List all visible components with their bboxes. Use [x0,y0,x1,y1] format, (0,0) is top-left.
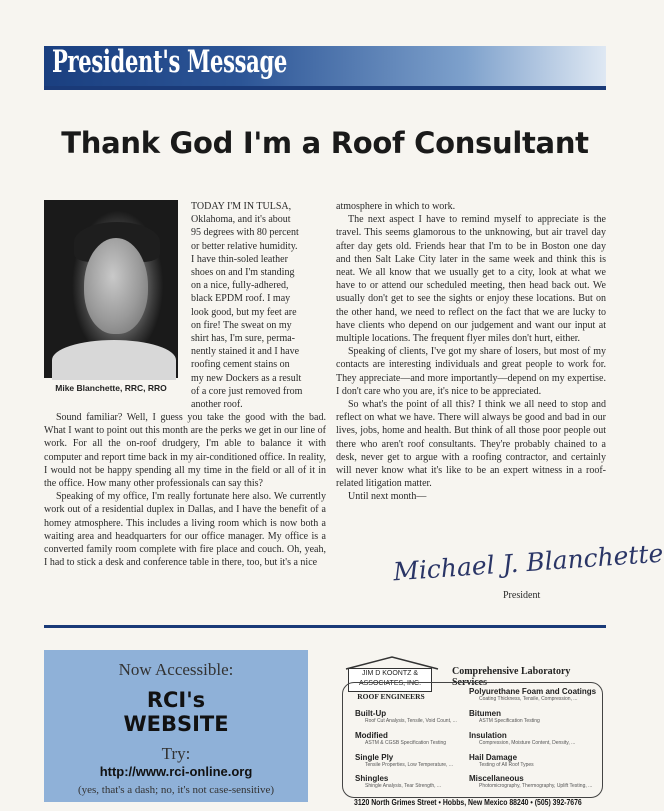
wrap-line: on a nice, fully-adhered, [191,280,289,292]
company-address: 3120 North Grimes Street • Hobbs, New Mexico 88240 • (505) 392-7676 [354,798,582,807]
wrap-line: another roof. [191,399,243,411]
paragraph: The next aspect I have to remind myself to appreciate is the travel. This seems glamorous to the unknowing, but air travel day after day gets old. Friends hear that I'm to be in Boston one day and then Salt Lake City later in the same week and think this is neat. We all know that we usually get to a city, look at what we have to or attend our scheduled meeting, then head back out. We usually don't get to see the sights or enjoy these locations. But on the other hand, we need to reflect on the fact that we are lucky to have clients who depend on our judgement and want our input at multiple locations. The frequent flyer miles don't hurt, either. [336,214,606,345]
wrap-line: or better relative humidity. [191,240,298,252]
ad-heading: Comprehensive Laboratory Services [452,666,571,688]
service-item: Miscellaneous Photomicrography, Thermography, Uplift Testing, ... [469,774,593,789]
paragraph: Speaking of clients, I've got my share of losers, but most of my contacts are interesting individuals and great people to work for. They appreciate—and more importantly—depend on my expertise. I don't care who you are, it's nice to be appreciated. [336,346,606,397]
paragraph: atmosphere in which to work. [336,201,456,212]
wrap-line: TODAY I'M IN TULSA, [191,201,292,212]
wrap-line: shoes on and I'm standing [191,267,295,279]
rci-website-ad [44,650,308,802]
footer-rule [44,625,606,628]
wrap-line: on fire! The sweat on my [191,319,292,331]
koontz-lab-ad [340,656,606,796]
service-item: Built-Up Roof Cut Analysis, Tensile, Void Count, ... [355,709,457,724]
website-url-link[interactable]: http://www.rci-online.org [99,764,253,779]
signature-title: President [503,590,541,601]
service-item: Polyurethane Foam and Coatings Coating Thickness, Tensile, Compression, ... [469,687,597,702]
wrap-line: look good, but my feet are [191,306,297,318]
paragraph: Speaking of my office, I'm really fortunate here also. We currently work out of a residential duplex in Dallas, and I have the benefit of a homey atmosphere. This includes a living room which is now both a waiting area and headquarters for our office manager. My office is a converted family room complete with fire place and couch. Oh, yeah, I had to stick a desk and conference table in there, too, but it's a nice [44,491,326,569]
section-banner [44,46,606,86]
service-item: Shingles Shingle Analysis, Tear Strength, ... [355,774,442,789]
wrap-line: nently stained it and I have [191,346,300,358]
wrap-line: I have thin-soled leather [191,253,288,265]
ad-note: (yes, that's a dash; no, it's not case-sensitive) [77,784,275,796]
paragraph: So what's the point of all this? I think we all need to stop and reflect on what we have. There will always be good and bad in our lives, jobs, home and health. But think of all those poor people out there who aren't roof consultants. They're probably chained to a desk, never get to argue with a roofing contractor, and certainly will never know what it's like to be an expert witness in a roof-related litigation matter. [336,399,606,490]
service-item: Single Ply Tensile Properties, Low Temperature, ... [355,753,454,768]
column-1-wrap [191,200,326,411]
signature: Michael J. Blanchette [392,538,664,587]
wrap-line: Oklahoma, and it's about [191,214,291,226]
service-item: Modified ASTM & CGSB Specification Testing [355,731,447,746]
ad-line: Now Accessible: [118,660,234,679]
paragraph: Until next month— [348,491,427,503]
company-logo: JIM D KOONTZ & ASSOCIATES, INC. [348,668,432,692]
wrap-line: of a core just removed from [191,385,303,397]
service-item: Hail Damage Testing of All Roof Types [469,753,534,768]
service-item: Bitumen ASTM Specification Testing [469,709,540,724]
column-1-body [44,411,326,569]
author-photo [44,200,178,378]
article-headline: Thank God I'm a Roof Consultant [61,126,589,160]
ad-title: RCI's WEBSITE [123,688,229,736]
column-2-body [336,200,606,504]
wrap-line: black EPDM roof. I may [191,293,291,305]
paragraph: Sound familiar? Well, I guess you take the good with the bad. What I want to point out this month are the perks we get in our line of work. For all the on-roof drudgery, I'm able to balance it with computer and report time back in my air-conditioned office. In reality, I would not be happy spending all my time in the field or all of it in the office. How many other professionals can say this? [44,412,326,490]
service-item: Insulation Compression, Moisture Content, Density, ... [469,731,576,746]
wrap-line: 95 degrees with 80 percent [191,227,299,239]
header-rule [44,86,606,90]
company-subtitle: ROOF ENGINEERS [357,692,425,701]
ad-line: Try: [161,744,191,763]
wrap-line: my new Dockers as a result [191,372,302,384]
section-title: President's Message [52,44,287,80]
photo-caption: Mike Blanchette, RRC, RRO [55,383,167,393]
wrap-line: shirt has, I'm sure, perma- [191,333,295,345]
services-box [342,682,603,798]
wrap-line: roofing cement stains on [191,359,290,371]
